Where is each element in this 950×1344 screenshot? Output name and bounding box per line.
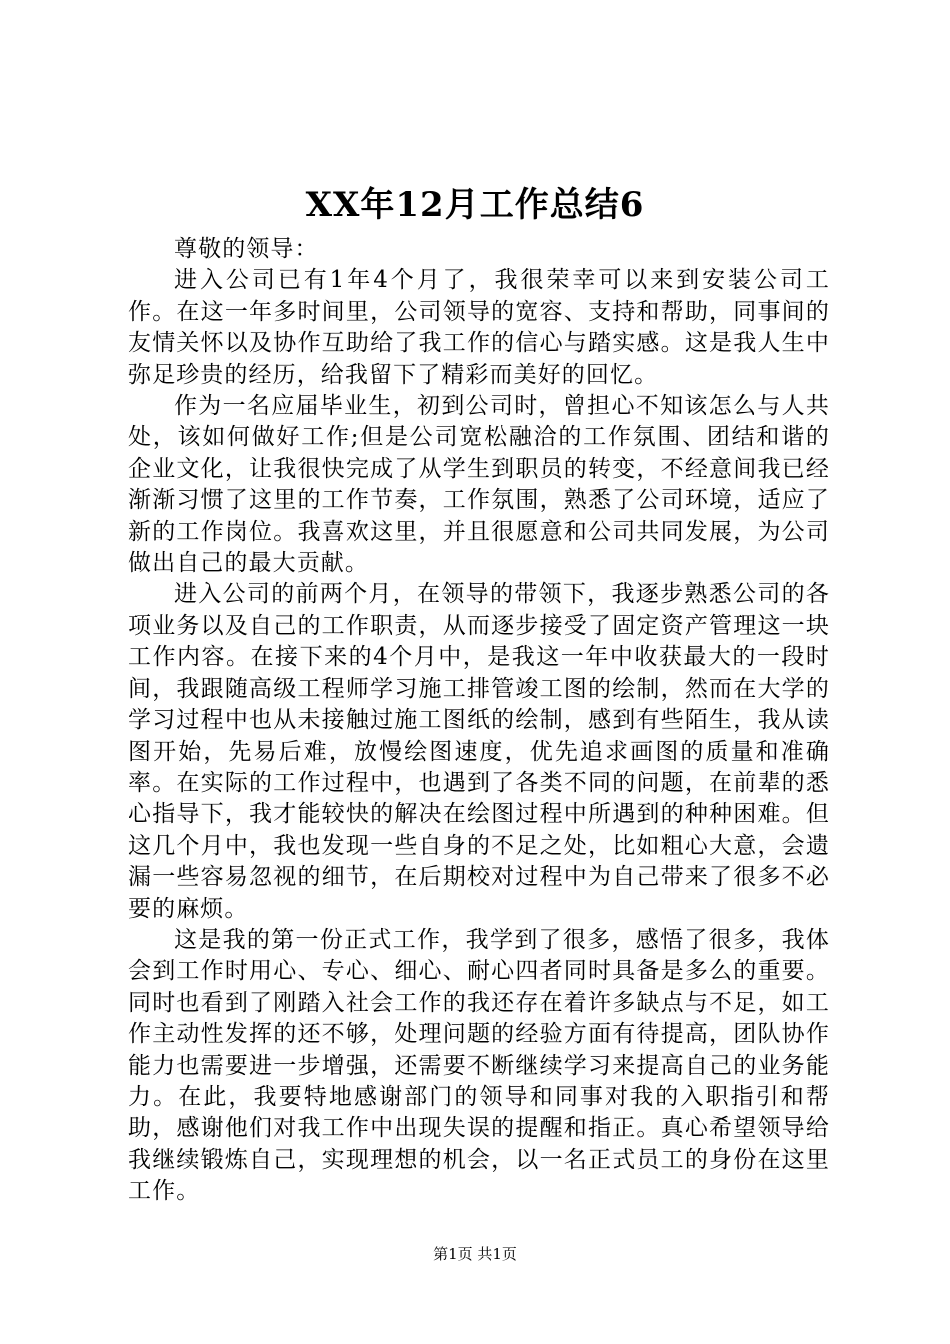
paragraph-4: 这是我的第一份正式工作，我学到了很多，感悟了很多，我体会到工作时用心、专心、细心、耐心四者同时具备是多么的重要。同时也看到了刚踏入社会工作的我还存在着许多缺点与不足，如工作主动性发挥的还不够，处理问题的经验方面有待提高，团队协作能力也需要进一步增强，还需要不断继续学习来提高自己的业务能力。在此，我要特地感谢部门的领导和同事对我的入职指引和帮助，感谢他们对我工作中出现失误的提醒和指正。真心希望领导给我继续锻炼自己，实现理想的机会，以一名正式员工的身份在这里工作。 — [128, 926, 830, 1205]
page-footer: 第1页 共1页 — [433, 1245, 517, 1263]
paragraph-1: 进入公司已有1年4个月了，我很荣幸可以来到安装公司工作。在这一年多时间里，公司领导的宽容、支持和帮助，同事间的友情关怀以及协作互助给了我工作的信心与踏实感。这是我人生中弥足珍贵的经历，给我留下了精彩而美好的回忆。 — [128, 267, 830, 388]
salutation: 尊敬的领导： — [174, 236, 319, 262]
paragraph-3: 进入公司的前两个月，在领导的带领下，我逐步熟悉公司的各项业务以及自己的工作职责，从而逐步接受了固定资产管理这一块工作内容。在接下来的4个月中，是我这一年中收获最大的一段时间，我跟随高级工程师学习施工排管竣工图的绘制，然而在大学的学习过程中也从未接触过施工图纸的绘制，感到有些陌生，我从读图开始，先易后难，放慢绘图速度，优先追求画图的质量和准确率。在实际的工作过程中，也遇到了各类不同的问题，在前辈的悉心指导下，我才能较快的解决在绘图过程中所遇到的种种困难。但这几个月中，我也发现一些自身的不足之处，比如粗心大意，会遗漏一些容易忽视的细节，在后期校对过程中为自己带来了很多不必要的麻烦。 — [128, 581, 830, 922]
document-title: XX年12月工作总结6 — [305, 185, 645, 225]
document-body — [128, 234, 830, 1208]
paragraph-2: 作为一名应届毕业生，初到公司时，曾担心不知该怎么与人共处，该如何做好工作;但是公司宽松融洽的工作氛围、团结和谐的企业文化，让我很快完成了从学生到职员的转变，不经意间我已经渐渐习惯了这里的工作节奏，工作氛围，熟悉了公司环境，适应了新的工作岗位。我喜欢这里，并且很愿意和公司共同发展，为公司做出自己的最大贡献。 — [128, 393, 830, 577]
